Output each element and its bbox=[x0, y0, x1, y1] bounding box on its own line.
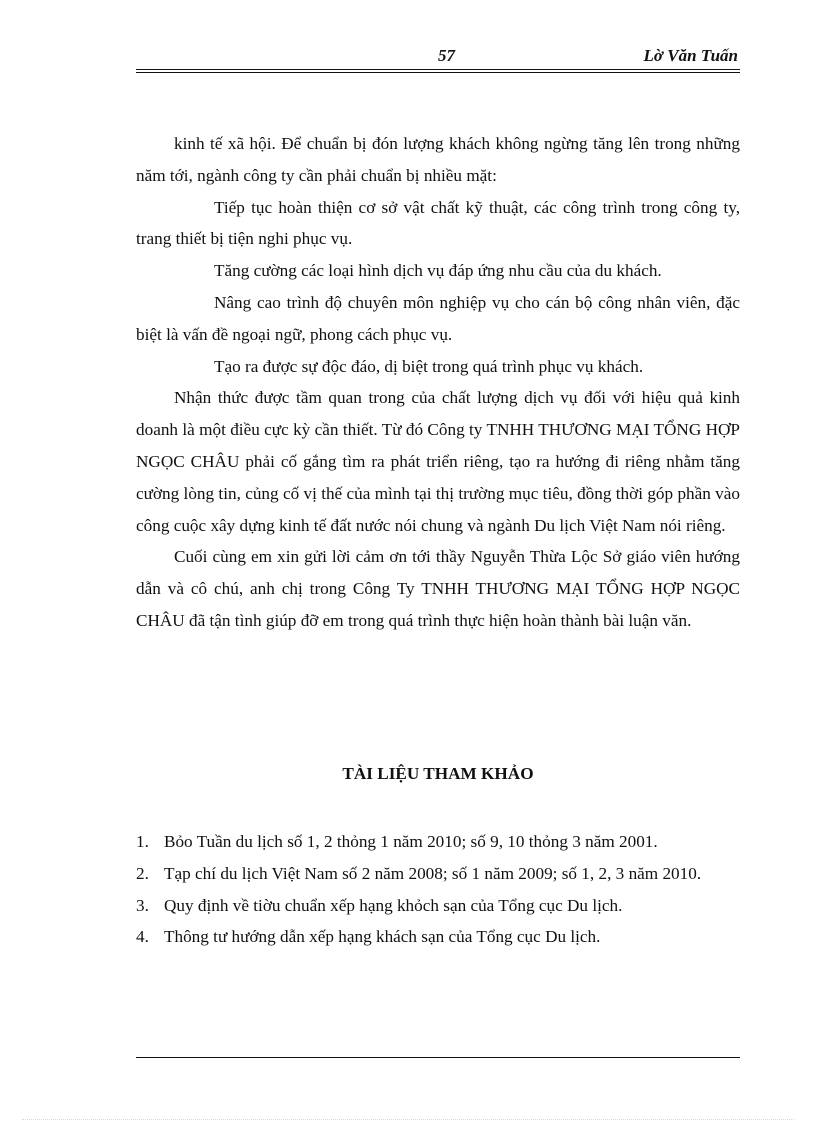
references-title: TÀI LIỆU THAM KHẢO bbox=[342, 764, 534, 783]
paragraph-6: Nhận thức được tầm quan trong của chất lượng dịch vụ đối với hiệu quả kinh doanh là một điều cực kỳ cần thiết. Từ đó Công ty TNHH THƯƠNG MẠI TỔNG HỢP NGỌC CHÂU phải cố gắng tìm ra phát triển riêng, tạo ra hướng đi riêng nhằm tăng cường lòng tin, củng cố vị thế của mình tại thị trường mục tiêu, đồng thời góp phần vào công cuộc xây dựng kinh tế đất nước nói chung và ngành Du lịch Việt Nam nói riêng. bbox=[136, 388, 740, 535]
references-list bbox=[136, 826, 740, 953]
reference-item bbox=[136, 890, 740, 922]
header-rule-bottom bbox=[136, 72, 740, 73]
footer-rule bbox=[136, 1057, 740, 1058]
paragraph-3: Tăng cường các loại hình dịch vụ đáp ứng nhu cầu của du khách. bbox=[214, 261, 662, 281]
reference-text: Tạp chí du lịch Việt Nam số 2 năm 2008; số 1 năm 2009; số 1, 2, 3 năm 2010. bbox=[164, 863, 702, 883]
paragraph-7: Cuối cùng em xin gửi lời cảm ơn tới thầy Nguyễn Thừa Lộc Sở giáo viên hướng dẫn và cô chú, anh chị trong Công Ty TNHH THƯƠNG MẠI TỔNG HỢP NGỌC CHÂU đã tận tình giúp đỡ em trong quá trình thực hiện hoàn thành bài luận văn. bbox=[136, 547, 740, 630]
paragraph-4: Nâng cao trình độ chuyên môn nghiệp vụ cho cán bộ công nhân viên, đặc biệt là vấn đề ngoại ngữ, phong cách phục vụ. bbox=[136, 292, 740, 344]
paragraph-5: Tạo ra được sự độc đáo, dị biệt trong quá trình phục vụ khách. bbox=[214, 356, 644, 376]
paragraph-2: Tiếp tục hoàn thiện cơ sở vật chất kỹ thuật, các công trình trong công ty, trang thiết bị tiện nghi phục vụ. bbox=[136, 197, 740, 249]
body-text bbox=[136, 128, 740, 637]
author-name: Lờ Văn Tuấn bbox=[643, 46, 738, 65]
reference-number: 3. bbox=[136, 895, 149, 915]
reference-number: 2. bbox=[136, 863, 149, 883]
reference-item bbox=[136, 826, 740, 858]
reference-text: Bỏo Tuần du lịch số 1, 2 thỏng 1 năm 2010; số 9, 10 thỏng 3 năm 2001. bbox=[164, 832, 658, 851]
reference-text: Thông tư hướng dẫn xếp hạng khách sạn của Tổng cục Du lịch. bbox=[164, 927, 601, 947]
header-rule-top bbox=[136, 69, 740, 70]
page-edge-dotted-line bbox=[22, 1119, 794, 1120]
reference-item bbox=[136, 858, 740, 890]
reference-item bbox=[136, 921, 740, 953]
paragraph-1: kinh tế xã hội. Để chuẩn bị đón lượng khách không ngừng tăng lên trong những năm tới, ngành công ty cần phải chuẩn bị nhiều mặt: bbox=[136, 134, 740, 185]
page-header bbox=[136, 44, 740, 68]
reference-number: 1. bbox=[136, 832, 149, 851]
page-number: 57 bbox=[438, 46, 455, 65]
reference-text: Quy định về tiờu chuẩn xếp hạng khỏch sạn của Tổng cục Du lịch. bbox=[164, 895, 623, 915]
reference-number: 4. bbox=[136, 927, 149, 947]
